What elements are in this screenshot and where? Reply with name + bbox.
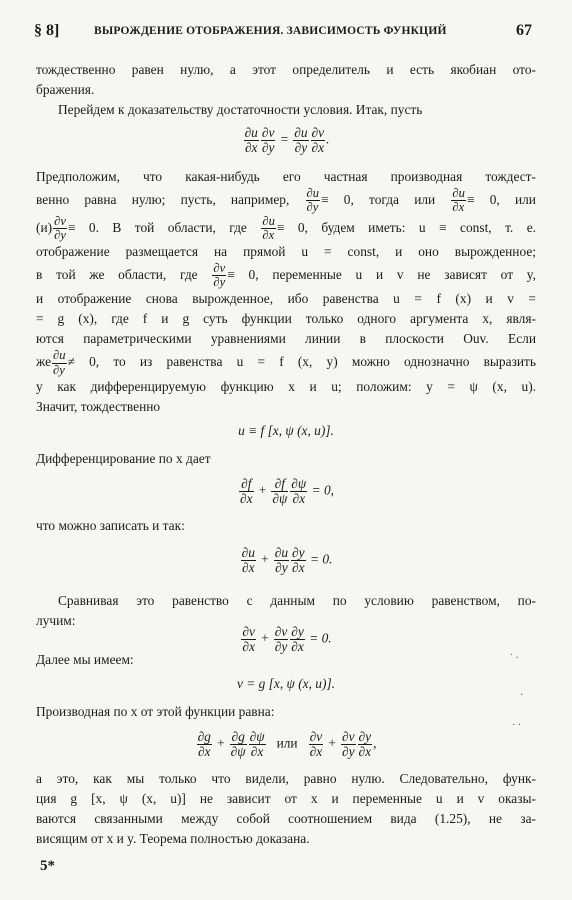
text-line: в той же области, где $\frac{\partial v}{\partial y}$ ≡ 0, переменные u и v не зависят от y, [36, 261, 536, 290]
fraction-den: ∂y [294, 140, 308, 156]
text-line: Перейдем к доказательству достаточности условия. Итак, пусть [58, 102, 423, 117]
fraction-den: ∂y [261, 140, 275, 156]
text-line: а это, как мы только что видели, равно нулю. Следовательно, функ- [36, 771, 536, 787]
text-line: ются параметрическими уравнениями линии в плоскости Ouv. Если [36, 331, 536, 347]
page-number: 67 [516, 22, 532, 39]
text-line: ция g [x, ψ (x, u)] не зависит от x и переменные u и v оказы- [36, 791, 536, 807]
text-span: ≡ 0, переменные u и v не зависят от y, [227, 266, 536, 282]
text-line: и отображение снова вырожденное, ибо равенства u = f (x) и v = [36, 291, 536, 307]
fraction-num: ∂v [311, 125, 325, 140]
running-header [34, 22, 532, 44]
fraction-num: ∂u [244, 125, 258, 140]
text-line: = g (x), где f и g суть функции только одного аргумента x, явля- [36, 311, 536, 327]
fraction-num: ∂v [261, 125, 275, 140]
text-span: же [36, 354, 52, 370]
text-line: Дифференцирование по x дает [36, 450, 211, 466]
equation-v: v = g [x, ψ (x, u)]. [236, 676, 336, 692]
scan-speck: · [520, 690, 524, 701]
equation-derivative-f: $\frac{\partial f}{\partial x}$ + $\frac{\partial f}{\partial\psi}$ $\frac{\partial\psi}{\partial x}$ = 0, [240, 475, 334, 506]
equation-derivative-v: $\frac{\partial v}{\partial x}$ + $\frac{\partial v}{\partial y}$ $\frac{\partial y}{\partial x}$ = 0. [242, 624, 332, 655]
equals-sign: = [279, 131, 289, 147]
text-span: u ≡ const, т. е. [418, 219, 536, 235]
text-line: венно равна нулю; пусть, например, $\frac{\partial u}{\partial y}$ ≡ 0, тогда или $\frac{\partial u}{\partial x}$ ≡ 0, или [36, 186, 536, 215]
text-span: ≡ 0, будем иметь: [276, 219, 406, 235]
text-line: Производная по x от этой функции равна: [36, 704, 275, 720]
text-line: ваются связанными между собой соотношением вида (1.25), не за- [36, 811, 536, 827]
equation-derivative-u: $\frac{\partial u}{\partial x}$ + $\frac{\partial u}{\partial y}$ $\frac{\partial y}{\partial x}$ = 0. [241, 545, 333, 576]
text-line: тождественно равен нулю, а этот определитель и есть якобиан ото- [36, 62, 536, 77]
text-span: (и) [36, 219, 53, 235]
text-span: в той же области, где [36, 266, 198, 282]
text-line: бражения. [36, 82, 95, 97]
equation-identity: u ≡ f [x, ψ (x, u)]. [238, 422, 334, 438]
text-line: (и) $\frac{\partial v}{\partial y}$ ≡ 0. В той области, где $\frac{\partial u}{\partial x}$ ≡ 0, будем иметь: u ≡ const, т. е. [36, 213, 536, 242]
text-line: Предположим, что какая-нибудь его частная производная тождест- [36, 169, 536, 185]
text-span: ≡ 0, или [466, 191, 536, 207]
period: . [326, 131, 330, 147]
text-span: ≡ 0, тогда или [321, 191, 436, 207]
text-span: ≡ 0. В той области, где [67, 219, 247, 235]
scan-speck: · . [510, 650, 519, 661]
text-line: лучим: [36, 613, 76, 629]
fraction-den: ∂x [311, 140, 325, 156]
fraction-num: ∂u [294, 125, 308, 140]
text-line: Сравнивая это равенство с данным по условию равенством, по- [58, 593, 536, 609]
equation-jacobian-product [36, 126, 536, 155]
signature-mark: 5* [40, 858, 55, 874]
text-line: Значит, тождественно [36, 398, 161, 414]
text-line: что можно записать и так: [36, 518, 185, 533]
page-body [36, 60, 536, 849]
text-line: отображение размещается на прямой u = const, и оно вырожденное; [36, 244, 536, 259]
scan-speck: · · [512, 720, 522, 731]
text-line: y как дифференцируемую функцию x и u; положим: y = ψ (x, u). [36, 378, 536, 394]
chapter-title: ВЫРОЖДЕНИЕ ОТОБРАЖЕНИЯ. ЗАВИСИМОСТЬ ФУНКЦИЙ [94, 25, 447, 37]
text-span: ≠ 0, то из равенства u = f (x, y) можно однозначно выразить [67, 354, 536, 370]
equation-derivative-g: $\frac{\partial g}{\partial x}$ + $\frac{\partial g}{\partial\psi}$ $\frac{\partial\psi}{\partial x}$ или $\frac{\partial v}{\partial x}$ + $\frac{\partial v}{\partial y}$ $\frac{\partial y}{\partial x}$ , [197, 729, 377, 760]
fraction-den: ∂x [244, 140, 258, 156]
text-line: висящим от x и y. Теорема полностью доказана. [36, 831, 310, 847]
text-line: Далее мы имеем: [36, 652, 134, 668]
text-line: же $\frac{\partial u}{\partial y}$ ≠ 0, то из равенства u = f (x, y) можно однозначно выразить [36, 348, 536, 377]
section-number: § 8] [34, 22, 60, 39]
text-span: венно равна нулю; пусть, например, [36, 191, 290, 207]
